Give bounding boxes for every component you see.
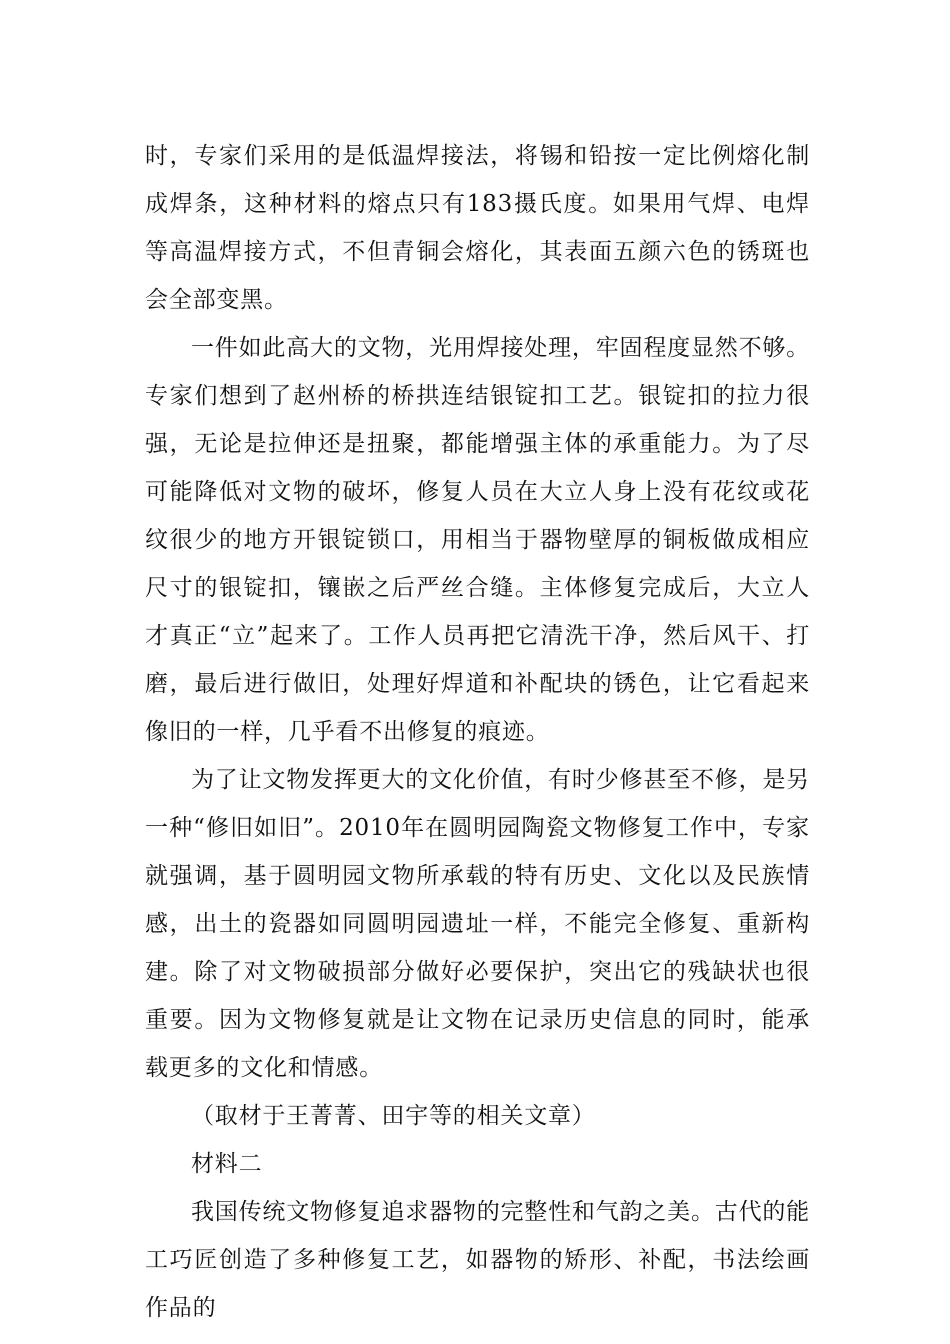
- source-note: （取材于王菁菁、田宇等的相关文章）: [191, 1103, 596, 1129]
- paragraph-traditional-restoration: 我国传统文物修复追求器物的完整性和气韵之美。古代的能工巧匠创造了多种修复工艺，如器物的矫形、补配，书法绘画作品的: [145, 1199, 810, 1321]
- paragraph-welding: 时，专家们采用的是低温焊接法，将锡和铅按一定比例熔化制成焊条，这种材料的熔点只有183摄氏度。如果用气焊、电焊等高温焊接方式，不但青铜会熔化，其表面五颜六色的锈斑也会全部变黑。: [145, 143, 810, 313]
- paragraph-yuanmingyuan: 为了让文物发挥更大的文化价值，有时少修甚至不修，是另一种“修旧如旧”。2010年在圆明园陶瓷文物修复工作中，专家就强调，基于圆明园文物所承载的特有历史、文化以及民族情感，出土的瓷器如同圆明园遗址一样，不能完全修复、重新构建。除了对文物破损部分做好必要保护，突出它的残缺状也很重要。因为文物修复就是让文物在记录历史信息的同时，能承载更多的文化和情感。: [145, 767, 810, 1081]
- paragraph-silver-ingot-buckle: 一件如此高大的文物，光用焊接处理，牢固程度显然不够。专家们想到了赵州桥的桥拱连结银锭扣工艺。银锭扣的拉力很强，无论是拉伸还是扭聚，都能增强主体的承重能力。为了尽可能降低对文物的破坏，修复人员在大立人身上没有花纹或花纹很少的地方开银锭锁口，用相当于器物壁厚的铜板做成相应尺寸的银锭扣，镶嵌之后严丝合缝。主体修复完成后，大立人才真正“立”起来了。工作人员再把它清洗干净，然后风干、打磨，最后进行做旧，处理好焊道和补配块的锈色，让它看起来像旧的一样，几乎看不出修复的痕迹。: [145, 335, 810, 745]
- section-label: 材料二: [191, 1151, 263, 1177]
- document-body: [145, 132, 810, 1332]
